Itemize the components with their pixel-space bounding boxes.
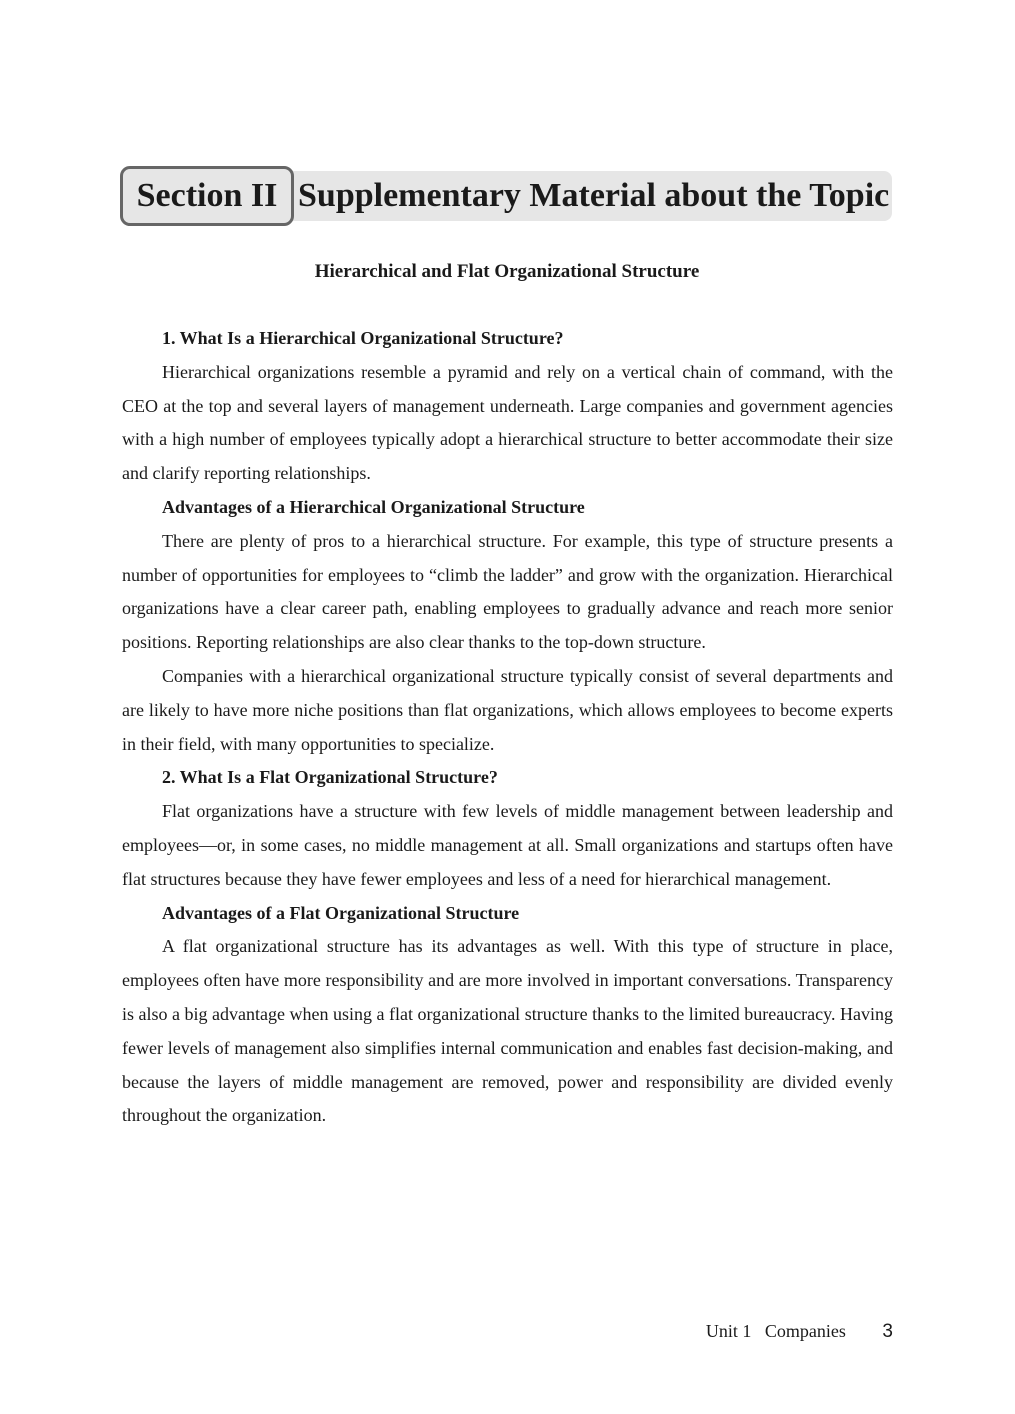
heading-flat: 2. What Is a Flat Organizational Structure? — [162, 767, 498, 788]
footer-unit: Unit 1 — [705, 1321, 752, 1341]
paragraph-hierarchical-departments: Companies with a hierarchical organizational structure typically consist of several departments and are likely to have more niche positions than flat organizations, which allows employees to become experts in their field, with many opportunities to specialize. — [122, 665, 893, 754]
paragraph-flat-intro: Flat organizations have a structure with few levels of middle management between leadership and employees—or, in some cases, no middle management at all. Small organizations and startups often have flat structures because they have fewer employees and less of a need for hierarchical management. — [122, 801, 893, 889]
heading-hierarchical: 1. What Is a Hierarchical Organizational Structure? — [162, 328, 564, 348]
footer-chapter: Companies — [764, 1321, 846, 1341]
page-footer — [706, 1318, 893, 1345]
page-number: 3 — [882, 1321, 893, 1342]
section-header — [120, 166, 894, 226]
paragraph-hierarchical-intro: Hierarchical organizations resemble a pyramid and rely on a vertical chain of command, with the CEO at the top and several layers of management underneath. Large companies and government agencies with a high number of employees typically adopt a hierarchical structure to better accommodate their size and clarify reporting relationships. — [122, 361, 893, 484]
heading-hierarchical-advantages: Advantages of a Hierarchical Organizational Structure — [162, 496, 585, 517]
paragraph-hierarchical-pros: There are plenty of pros to a hierarchical structure. For example, this type of structure presents a number of opportunities for employees to “climb the ladder” and grow with the organization. Hierarchical organizations have a clear career path, enabling employees to gradually advance and reach more senior positions. Reporting relationships are also clear thanks to the top-down structure. — [122, 530, 893, 653]
article-body — [122, 322, 893, 1133]
paragraph-flat-advantages: A flat organizational structure has its advantages as well. With this type of structure in place, employees often have more responsibility and are more involved in important conversations. Transparency is also a big advantage when using a flat organizational structure thanks to the limited bureaucracy. Having fewer levels of management also simplifies internal communication and enables fast decision-making, and because the layers of middle management are removed, power and responsibility are divided evenly throughout the organization. — [122, 936, 893, 1126]
section-label: Section II — [120, 166, 294, 226]
article-title: Hierarchical and Flat Organizational Structure — [314, 261, 700, 282]
heading-flat-advantages: Advantages of a Flat Organizational Structure — [162, 902, 520, 923]
section-title: Supplementary Material about the Topic — [298, 177, 890, 214]
